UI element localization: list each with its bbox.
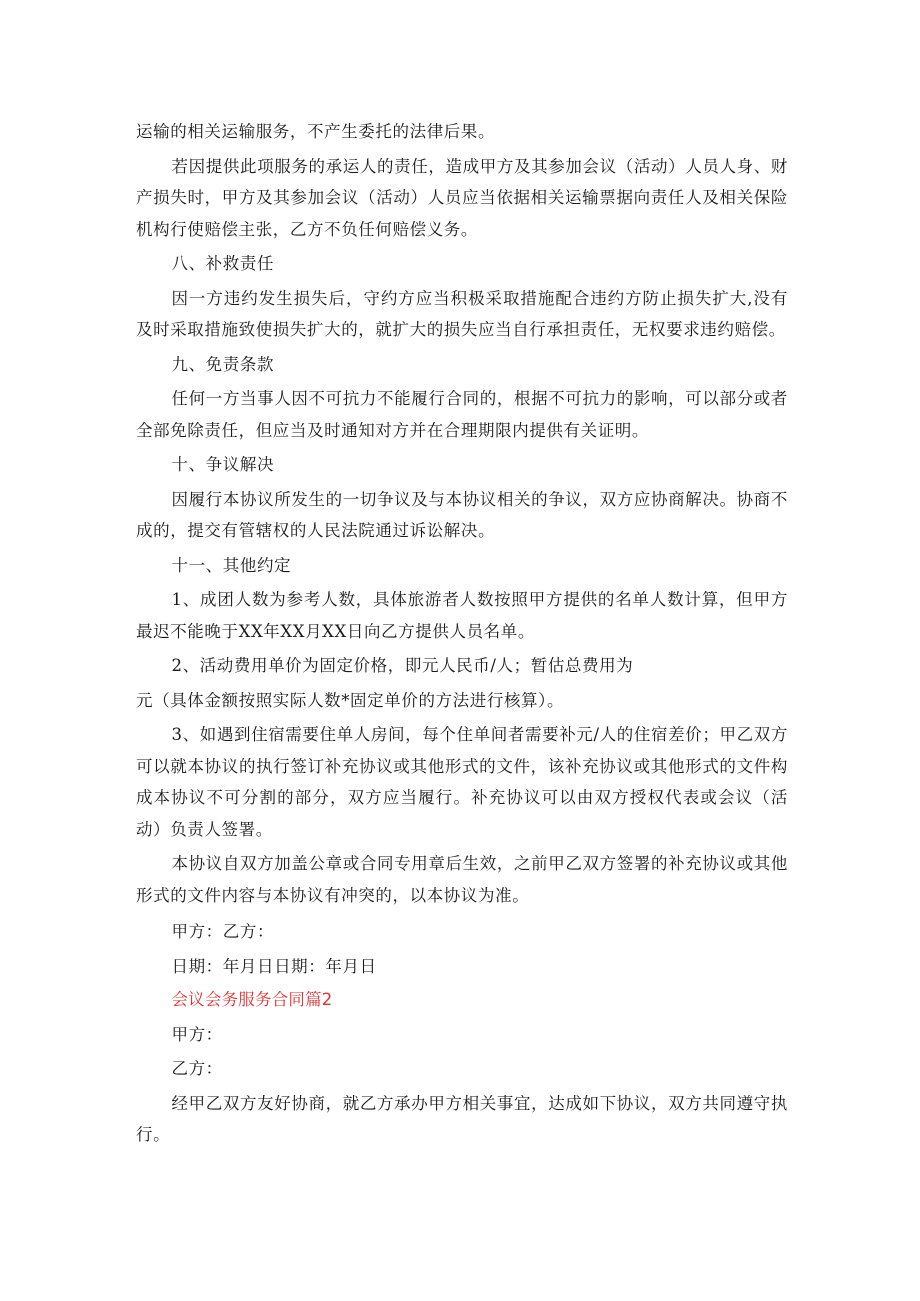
paragraph-group-size: 1、成团人数为参考人数，具体旅游者人数按照甲方提供的名单人数计算，但甲方最迟不能晚于XX年XX月XX日向乙方提供人员名单。 xyxy=(136,590,788,641)
paragraph-fee-price: 2、活动费用单价为固定价格，即元人民币/人；暂估总费用为 xyxy=(171,656,634,675)
paragraph-dispute: 因履行本协议所发生的一切争议及与本协议相关的争议，双方应协商解决。协商不成的，提交有管辖权的人民法院通过诉讼解决。 xyxy=(136,489,788,540)
heading-dispute: 十、争议解决 xyxy=(171,455,275,474)
signature-parties: 甲方：乙方： xyxy=(171,922,275,941)
contract-body xyxy=(136,116,788,1151)
heading-exemption: 九、免责条款 xyxy=(171,354,275,374)
paragraph-effective: 本协议自双方加盖公章或合同专用章后生效，之前甲乙双方签署的补充协议或其他形式的文件内容与本协议有冲突的，以本协议为准。 xyxy=(136,854,788,905)
party-a-label: 甲方： xyxy=(171,1024,223,1044)
paragraph-transport-continued: 运输的相关运输服务，不产生委托的法律后果。 xyxy=(136,122,496,141)
paragraph-intro: 经甲乙双方友好协商，就乙方承办甲方相关事宜，达成如下协议，双方共同遵守执行。 xyxy=(136,1093,788,1144)
heading-other-terms: 十一、其他约定 xyxy=(171,555,292,575)
paragraph-carrier-liability: 若因提供此项服务的承运人的责任，造成甲方及其参加会议（活动）人员人身、财产损失时，甲方及其参加会议（活动）人员应当依据相关运输票据向责任人及相关保险机构行使赔偿主张，乙方不负任何赔偿义务。 xyxy=(136,156,788,239)
paragraph-exemption: 任何一方当事人因不可抗力不能履行合同的，根据不可抗力的影响，可以部分或者全部免除责任，但应当及时通知对方并在合理期限内提供有关证明。 xyxy=(136,389,788,440)
party-b-label: 乙方： xyxy=(171,1059,223,1078)
heading-remedy-liability: 八、补救责任 xyxy=(171,254,275,273)
section-title-contract-2: 会议会务服务合同篇2 xyxy=(171,990,333,1009)
signature-dates: 日期：年月日日期：年月日 xyxy=(171,956,377,976)
paragraph-remedy-liability: 因一方违约发生损失后，守约方应当积极采取措施配合违约方防止损失扩大,没有及时采取措施致使损失扩大的，就扩大的损失应当自行承担责任，无权要求违约赔偿。 xyxy=(136,288,788,339)
paragraph-single-room: 3、如遇到住宿需要住单人房间，每个住单间者需要补元/人的住宿差价；甲乙双方可以就本协议的执行签订补充协议或其他形式的文件，该补充协议或其他形式的文件构成本协议不可分割的部分，双方应当履行。补充协议可以由双方授权代表或会议（活动）负责人签署。 xyxy=(136,725,788,839)
paragraph-fee-total: 元（具体金额按照实际人数*固定单价的方法进行核算）。 xyxy=(136,690,565,710)
